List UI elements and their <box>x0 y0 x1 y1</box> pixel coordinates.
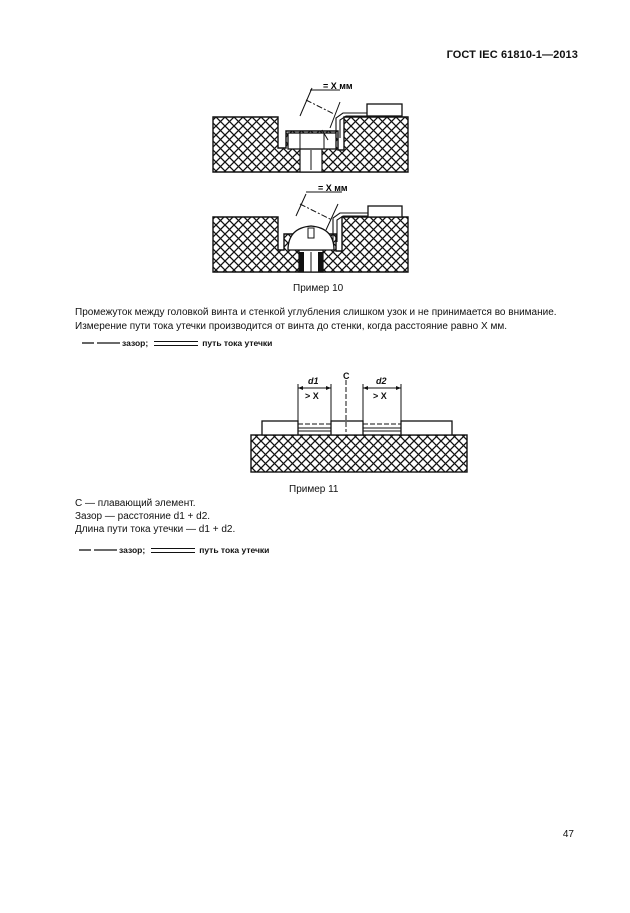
note-clearance: Зазор — расстояние d1 + d2. <box>75 511 211 522</box>
left-conductor <box>262 421 298 435</box>
dimension-label-upper: = X мм <box>323 81 353 91</box>
label-gt-x-left: > X <box>305 391 319 401</box>
hatched-base-fig11 <box>251 435 467 472</box>
note-floating-element: C — плавающий элемент. <box>75 498 196 509</box>
description-line-1: Промежуток между головкой винта и стенкой углубления слишком узок и не принимается во внимание. <box>75 307 557 318</box>
creepage-line-symbol-2 <box>151 548 195 553</box>
d2-text: d2 <box>376 376 387 386</box>
legend-creepage-label: путь тока утечки <box>202 338 273 348</box>
figure-10-caption: Пример 10 <box>293 283 344 294</box>
label-gt-x-right: > X <box>373 391 387 401</box>
figure-11-notes <box>75 497 235 536</box>
clearance-line-symbol-2 <box>79 547 119 553</box>
legend-creepage-label-2: путь тока утечки <box>199 545 270 555</box>
page-number: 47 <box>562 829 574 840</box>
legend-figure-11 <box>79 545 269 555</box>
legend-clearance-label-2: зазор; <box>119 545 146 555</box>
d1-text: d1 <box>308 376 319 386</box>
floating-element-c <box>331 421 363 435</box>
description-line-2: Измерение пути тока утечки производится от винта до стенки, когда расстояние равно X мм. <box>75 321 507 332</box>
label-c: C <box>343 371 350 381</box>
document-header: ГОСТ IEC 61810-1—2013 <box>446 49 578 61</box>
legend-clearance-label: зазор; <box>122 338 149 348</box>
note-creepage: Длина пути тока утечки — d1 + d2. <box>75 524 236 535</box>
label-d2 <box>376 376 387 386</box>
dimension-label-lower: = X мм <box>318 183 348 193</box>
label-d1 <box>308 376 319 386</box>
figure-11-caption: Пример 11 <box>289 484 339 495</box>
right-conductor <box>401 421 452 435</box>
